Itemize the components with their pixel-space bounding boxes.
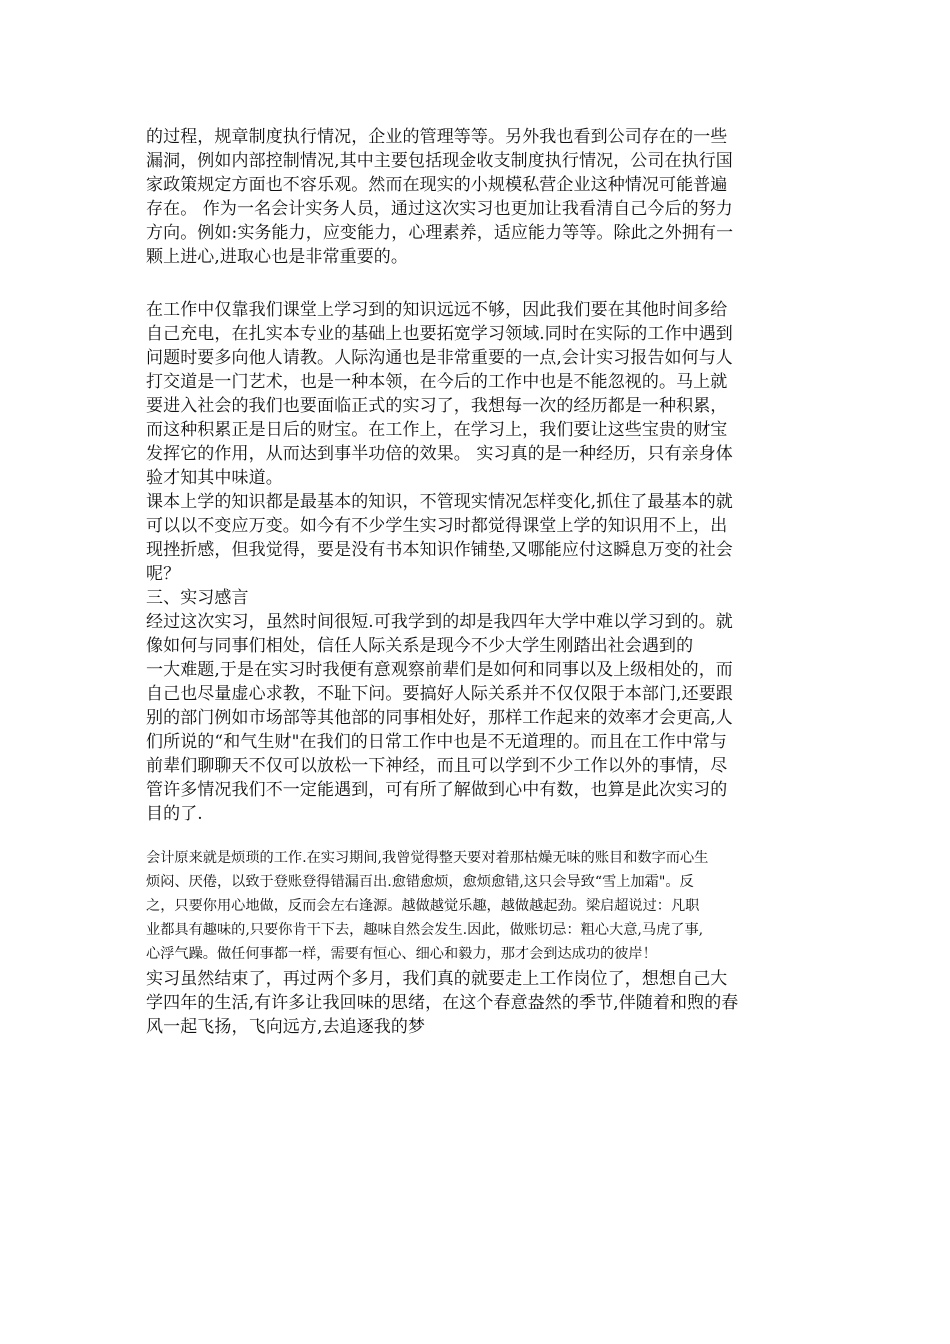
text-line: 学四年的生活,有许多让我回味的思绪，在这个春意盎然的季节,伴随着和煦的春: [146, 993, 739, 1013]
text-line: 呢？: [146, 564, 181, 584]
text-line: 一大难题,于是在实习时我便有意观察前辈们是如何和同事以及上级相处的，而: [146, 660, 733, 680]
text-line: 在工作中仅靠我们课堂上学习到的知识远远不够，因此我们要在其他时间多给: [146, 300, 728, 320]
text-line: 存在。 作为一名会计实务人员，通过这次实习也更加让我看清自己今后的努力: [146, 199, 733, 219]
text-line: 颗上进心,进取心也是非常重要的。: [146, 247, 409, 267]
paragraph-block-1: [146, 125, 810, 269]
text-line: 自己也尽量虚心求教，不耻下问。要搞好人际关系并不仅仅限于本部门,还要跟: [146, 684, 733, 704]
paragraph-block-3: [146, 846, 810, 966]
text-line: 别的部门例如市场部等其他部的同事相处好，那样工作起来的效率才会更高,人: [146, 708, 733, 728]
text-line: 前辈们聊聊天不仅可以放松一下神经，而且可以学到不少工作以外的事情，尽: [146, 756, 728, 776]
text-line: 发挥它的作用，从而达到事半功倍的效果。 实习真的是一种经历，只有亲身体: [146, 444, 733, 464]
section-heading: 三、实习感言: [146, 588, 249, 608]
text-line: 验才知其中味道。: [146, 468, 283, 488]
text-line: 烦闷、厌倦，以致于登账登得错漏百出.愈错愈烦，愈烦愈错,这只会导致“雪上加霜"。反: [146, 874, 694, 890]
text-line: 自己充电，在扎实本专业的基础上也要拓宽学习领域.同时在实际的工作中遇到: [146, 324, 733, 344]
paragraph-block-2: [146, 298, 810, 826]
text-line: 问题时要多向他人请教。人际沟通也是非常重要的一点,会计实习报告如何与人: [146, 348, 733, 368]
text-line: 现挫折感，但我觉得，要是没有书本知识作铺垫,又哪能应付这瞬息万变的社会: [146, 540, 733, 560]
text-line: 像如何与同事们相处，信任人际关系是现今不少大学生刚踏出社会遇到的: [146, 636, 694, 656]
text-line: 漏洞，例如内部控制情况,其中主要包括现金收支制度执行情况，公司在执行国: [146, 151, 733, 171]
text-line: 要进入社会的我们也要面临正式的实习了，我想每一次的经历都是一种积累，: [146, 396, 728, 416]
text-line: 课本上学的知识都是最基本的知识，不管现实情况怎样变化,抓住了最基本的就: [146, 492, 733, 512]
text-line: 可以以不变应万变。如今有不少学生实习时都觉得课堂上学的知识用不上，出: [146, 516, 728, 536]
text-line: 家政策规定方面也不容乐观。然而在现实的小规模私营企业这种情况可能普遍: [146, 175, 728, 195]
text-line: 打交道是一门艺术，也是一种本领，在今后的工作中也是不能忽视的。马上就: [146, 372, 728, 392]
paragraph-block-4: [146, 967, 810, 1039]
text-line: 经过这次实习，虽然时间很短.可我学到的却是我四年大学中难以学习到的。就: [146, 612, 733, 632]
text-line: 方向。例如:实务能力，应变能力，心理素养，适应能力等等。除此之外拥有一: [146, 223, 734, 243]
text-line: 管许多情况我们不一定能遇到，可有所了解做到心中有数，也算是此次实习的: [146, 780, 728, 800]
text-line: 而这种积累正是日后的财宝。在工作上，在学习上，我们要让这些宝贵的财宝: [146, 420, 728, 440]
text-line: 业都具有趣味的,只要你肯干下去，趣味自然会发生.因此，做账切忌：粗心大意,马虎了事,: [146, 922, 704, 938]
text-line: 心浮气躁。做任何事都一样，需要有恒心、细心和毅力，那才会到达成功的彼岸！: [146, 946, 657, 962]
text-line: 实习虽然结束了，再过两个多月，我们真的就要走上工作岗位了，想想自己大: [146, 969, 728, 989]
text-line: 会计原来就是烦琐的工作.在实习期间,我曾觉得整天要对着那枯燥无味的账目和数字而心生: [146, 850, 709, 866]
text-line: 风一起飞扬，飞向远方,去追逐我的梦: [146, 1017, 426, 1037]
text-line: 之，只要你用心地做，反而会左右逢源。越做越觉乐趣，越做越起劲。梁启超说过：凡职: [146, 898, 700, 914]
text-line: 目的了.: [146, 804, 203, 824]
text-line: 的过程，规章制度执行情况，企业的管理等等。另外我也看到公司存在的一些: [146, 127, 728, 147]
text-line: 们所说的“和气生财"在我们的日常工作中也是不无道理的。而且在工作中常与: [146, 732, 728, 752]
